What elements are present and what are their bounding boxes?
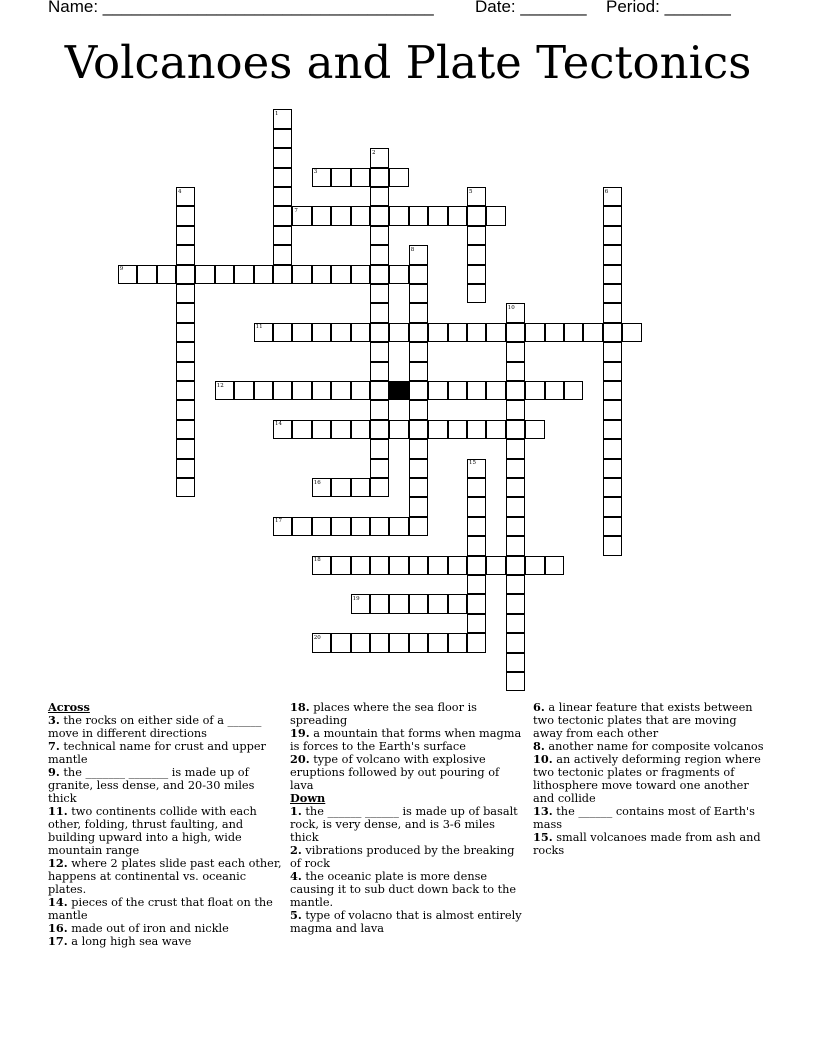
crossword-cell[interactable] [448, 556, 467, 575]
crossword-cell[interactable] [506, 536, 525, 555]
crossword-cell[interactable] [312, 206, 331, 225]
crossword-cell[interactable] [370, 187, 389, 206]
crossword-cell[interactable] [467, 556, 486, 575]
crossword-cell[interactable] [312, 265, 331, 284]
crossword-cell[interactable] [409, 594, 428, 613]
crossword-cell[interactable] [428, 594, 447, 613]
across-heading: Across [48, 700, 90, 714]
crossword-cell[interactable] [603, 245, 622, 264]
across-clue-14: 14. pieces of the crust that float on the mantle [48, 895, 273, 922]
crossword-cell[interactable] [603, 303, 622, 322]
crossword-cell[interactable] [603, 265, 622, 284]
crossword-cell[interactable] [351, 381, 370, 400]
crossword-cell[interactable] [273, 226, 292, 245]
crossword-cell[interactable] [176, 265, 195, 284]
crossword-cell[interactable] [254, 265, 273, 284]
crossword-cell[interactable] [273, 187, 292, 206]
crossword-cell[interactable] [370, 323, 389, 342]
clue-number-7: 7 [294, 207, 298, 214]
down-clue-13: 13. the ______ contains most of Earth's mass [533, 804, 755, 831]
across-clue-3: 3. the rocks on either side of a ______ move in different directions [48, 713, 262, 740]
crossword-cell[interactable] [370, 245, 389, 264]
crossword-cell[interactable] [292, 381, 311, 400]
crossword-cell[interactable] [273, 381, 292, 400]
crossword-cell[interactable] [292, 420, 311, 439]
crossword-cell[interactable] [545, 323, 564, 342]
crossword-cell[interactable] [409, 284, 428, 303]
crossword-cell[interactable] [564, 381, 583, 400]
crossword-cell[interactable] [467, 265, 486, 284]
crossword-cell[interactable] [603, 420, 622, 439]
down-clue-2: 2. vibrations produced by the breaking of rock [290, 843, 515, 870]
crossword-cell[interactable] [370, 284, 389, 303]
crossword-cell[interactable] [467, 633, 486, 652]
crossword-cell[interactable] [234, 265, 253, 284]
crossword-cell[interactable] [448, 594, 467, 613]
crossword-cell[interactable] [448, 323, 467, 342]
across-clue-19: 19. a mountain that forms when magma is forces to the Earth's surface [290, 726, 522, 753]
across-clue-7: 7. technical name for crust and upper mantle [48, 739, 266, 766]
crossword-cell[interactable] [273, 129, 292, 148]
crossword-cell[interactable] [506, 478, 525, 497]
crossword-cell[interactable] [215, 265, 234, 284]
down-clue-6: 6. a linear feature that exists between two tectonic plates that are moving away from each other [533, 700, 753, 740]
crossword-cell[interactable] [428, 556, 447, 575]
crossword-cell[interactable] [545, 556, 564, 575]
crossword-cell[interactable] [467, 594, 486, 613]
crossword-cell[interactable] [370, 265, 389, 284]
crossword-cell[interactable] [331, 265, 350, 284]
clue-number-16: 16 [313, 479, 321, 486]
crossword-cell[interactable] [448, 420, 467, 439]
crossword-cell[interactable] [273, 168, 292, 187]
crossword-cell[interactable] [603, 381, 622, 400]
clue-number-20: 20 [313, 634, 321, 641]
crossword-cell[interactable] [409, 303, 428, 322]
crossword-cell[interactable] [176, 245, 195, 264]
crossword-cell[interactable] [467, 420, 486, 439]
crossword-cell[interactable] [506, 459, 525, 478]
crossword-cell[interactable] [370, 556, 389, 575]
crossword-cell[interactable] [409, 459, 428, 478]
crossword-cell[interactable] [312, 517, 331, 536]
crossword-cell[interactable] [389, 556, 408, 575]
crossword-cell[interactable] [389, 168, 408, 187]
crossword-cell[interactable] [312, 420, 331, 439]
clues-column-3 [533, 701, 767, 857]
clue-number-15: 15 [469, 460, 476, 467]
crossword-cell[interactable] [389, 633, 408, 652]
crossword-cell[interactable] [370, 633, 389, 652]
crossword-cell[interactable] [351, 206, 370, 225]
crossword-cell[interactable] [603, 517, 622, 536]
crossword-cell[interactable] [409, 342, 428, 361]
down-clue-15: 15. small volcanoes made from ash and rocks [533, 830, 761, 857]
crossword-cell[interactable] [428, 381, 447, 400]
crossword-cell[interactable] [486, 420, 505, 439]
crossword-cell[interactable] [603, 206, 622, 225]
crossword-cell[interactable] [370, 206, 389, 225]
crossword-cell[interactable] [467, 226, 486, 245]
across-clue-16: 16. made out of iron and nickle [48, 921, 229, 935]
crossword-cell[interactable] [583, 323, 602, 342]
crossword-cell[interactable] [176, 478, 195, 497]
clues-column-2 [290, 701, 524, 935]
crossword-cell[interactable] [370, 420, 389, 439]
crossword-cell[interactable] [525, 323, 544, 342]
crossword-cell[interactable] [409, 206, 428, 225]
crossword-cell[interactable] [467, 206, 486, 225]
crossword-cell[interactable] [428, 420, 447, 439]
crossword-cell[interactable] [603, 439, 622, 458]
crossword-cell[interactable] [195, 265, 214, 284]
crossword-cell[interactable] [603, 323, 622, 342]
crossword-cell[interactable] [428, 206, 447, 225]
across-clue-17: 17. a long high sea wave [48, 934, 192, 948]
crossword-cell[interactable] [409, 362, 428, 381]
crossword-cell[interactable] [603, 536, 622, 555]
across-clue-20: 20. type of volcano with explosive eruptions followed by out pouring of lava [290, 752, 500, 792]
crossword-cell[interactable] [389, 206, 408, 225]
crossword-cell[interactable] [351, 517, 370, 536]
crossword-cell[interactable] [428, 633, 447, 652]
crossword-cell[interactable] [486, 556, 505, 575]
crossword-cell[interactable] [351, 168, 370, 187]
crossword-cell[interactable] [176, 439, 195, 458]
crossword-cell[interactable] [176, 381, 195, 400]
crossword-cell[interactable] [370, 226, 389, 245]
crossword-cell[interactable] [331, 478, 350, 497]
crossword-cell[interactable] [448, 206, 467, 225]
crossword-cell[interactable] [331, 168, 350, 187]
crossword-cell[interactable] [351, 265, 370, 284]
crossword-cell[interactable] [506, 342, 525, 361]
crossword-cell[interactable] [564, 323, 583, 342]
crossword-cell[interactable] [603, 478, 622, 497]
across-clue-18: 18. places where the sea floor is spreading [290, 700, 477, 727]
crossword-cell[interactable] [254, 381, 273, 400]
crossword-cell[interactable] [467, 323, 486, 342]
crossword-cell[interactable] [331, 633, 350, 652]
across-clue-11: 11. two continents collide with each other, folding, thrust faulting, and building upward into a high, wide mountain range [48, 804, 257, 857]
crossword-cell[interactable] [389, 265, 408, 284]
crossword-cell[interactable] [370, 400, 389, 419]
crossword-cell[interactable] [273, 265, 292, 284]
clue-number-4: 4 [178, 188, 182, 195]
crossword-cell[interactable] [525, 556, 544, 575]
clue-number-1: 1 [275, 110, 279, 117]
crossword-cell[interactable] [331, 206, 350, 225]
crossword-cell[interactable] [506, 556, 525, 575]
clue-number-18: 18 [313, 557, 321, 564]
crossword-cell[interactable] [409, 381, 428, 400]
period-field-label: Period: _______ [606, 0, 731, 16]
across-clue-12: 12. where 2 plates slide past each other, happens at continental vs. oceanic plates. [48, 856, 282, 896]
crossword-cell[interactable] [370, 381, 389, 400]
crossword-cell[interactable] [370, 342, 389, 361]
crossword-cell[interactable] [176, 323, 195, 342]
crossword-cell[interactable] [506, 362, 525, 381]
clue-number-2: 2 [372, 149, 376, 156]
crossword-cell[interactable] [603, 459, 622, 478]
clue-number-10: 10 [507, 304, 515, 311]
down-clue-5: 5. type of volacno that is almost entirely magma and lava [290, 908, 522, 935]
crossword-cell[interactable] [545, 381, 564, 400]
crossword-cell[interactable] [370, 362, 389, 381]
crossword-cell[interactable] [176, 284, 195, 303]
crossword-cell[interactable] [467, 536, 486, 555]
crossword-cell[interactable] [525, 420, 544, 439]
crossword-cell[interactable] [467, 575, 486, 594]
crossword-cell[interactable] [506, 614, 525, 633]
crossword-cell[interactable] [409, 265, 428, 284]
across-clue-9: 9. the _______ _______ is made up of granite, less dense, and 20-30 miles thick [48, 765, 255, 805]
down-clue-10: 10. an actively deforming region where two tectonic plates or fragments of lithosphere move toward one another and collide [533, 752, 761, 805]
crossword-cell[interactable] [467, 614, 486, 633]
down-clue-8: 8. another name for composite volcanos [533, 739, 764, 753]
crossword-cell[interactable] [409, 556, 428, 575]
crossword-cell[interactable] [273, 206, 292, 225]
crossword-cell[interactable] [409, 497, 428, 516]
crossword-cell[interactable] [273, 245, 292, 264]
crossword-cell[interactable] [137, 265, 156, 284]
crossword-cell[interactable] [370, 303, 389, 322]
crossword-cell[interactable] [351, 420, 370, 439]
crossword-cell[interactable] [506, 672, 525, 691]
crossword-cell[interactable] [389, 323, 408, 342]
down-clue-4: 4. the oceanic plate is more dense causing it to sub duct down back to the mantle. [290, 869, 517, 909]
crossword-cell[interactable] [486, 206, 505, 225]
crossword-cell[interactable] [176, 459, 195, 478]
crossword-cell[interactable] [331, 323, 350, 342]
clue-number-9: 9 [119, 266, 124, 273]
clue-number-12: 12 [216, 382, 224, 389]
clues-column-1 [48, 701, 282, 948]
crossword-cell[interactable] [370, 439, 389, 458]
crossword-cell[interactable] [157, 265, 176, 284]
clue-number-3: 3 [313, 169, 318, 176]
crossword-cell[interactable] [351, 478, 370, 497]
crossword-cell[interactable] [506, 575, 525, 594]
crossword-cell[interactable] [603, 284, 622, 303]
crossword-cell[interactable] [176, 226, 195, 245]
crossword-cell[interactable] [312, 381, 331, 400]
crossword-cell[interactable] [409, 517, 428, 536]
down-heading: Down [290, 791, 326, 805]
clue-number-8: 8 [410, 246, 415, 253]
crossword-cell[interactable] [506, 323, 525, 342]
crossword-cell[interactable] [603, 497, 622, 516]
crossword-cell[interactable] [428, 323, 447, 342]
crossword-cell[interactable] [176, 206, 195, 225]
clue-number-11: 11 [255, 324, 263, 331]
crossword-cell[interactable] [409, 633, 428, 652]
crossword-cell[interactable] [370, 168, 389, 187]
clue-number-5: 5 [469, 188, 473, 195]
crossword-cell[interactable] [467, 284, 486, 303]
crossword-cell[interactable] [506, 633, 525, 652]
crossword-cell[interactable] [506, 400, 525, 419]
clue-number-19: 19 [352, 595, 360, 602]
crossword-cell[interactable] [370, 459, 389, 478]
down-clue-1: 1. the ______ ______ is made up of basalt rock, is very dense, and is 3-6 miles thick [290, 804, 518, 844]
crossword-cell[interactable] [351, 633, 370, 652]
crossword-cell[interactable] [176, 420, 195, 439]
crossword-cell[interactable] [409, 400, 428, 419]
clue-number-17: 17 [275, 518, 282, 525]
crossword-cell[interactable] [603, 226, 622, 245]
crossword-cell[interactable] [351, 323, 370, 342]
crossword-cell[interactable] [525, 381, 544, 400]
crossword-cell[interactable] [506, 439, 525, 458]
crossword-cell[interactable] [603, 400, 622, 419]
crossword-cell[interactable] [273, 148, 292, 167]
crossword-cell[interactable] [331, 556, 350, 575]
crossword-cell[interactable] [506, 653, 525, 672]
crossword-cell[interactable] [467, 497, 486, 516]
page-title: Volcanoes and Plate Tectonics [64, 36, 752, 89]
crossword-cell[interactable] [622, 323, 641, 342]
crossword-cell[interactable] [331, 517, 350, 536]
crossword-cell[interactable] [370, 594, 389, 613]
clue-number-6: 6 [604, 188, 609, 195]
crossword-cell[interactable] [292, 323, 311, 342]
crossword-cell[interactable] [486, 381, 505, 400]
crossword-cell[interactable] [234, 381, 253, 400]
crossword-cell[interactable] [467, 478, 486, 497]
crossword-cell[interactable] [389, 420, 408, 439]
crossword-cell[interactable] [603, 342, 622, 361]
crossword-cell[interactable] [506, 420, 525, 439]
crossword-cell[interactable] [389, 517, 408, 536]
crossword-cell[interactable] [506, 517, 525, 536]
crossword-cell[interactable] [292, 265, 311, 284]
crossword-cell[interactable] [409, 439, 428, 458]
crossword-cell[interactable] [467, 245, 486, 264]
crossword-cell[interactable] [409, 478, 428, 497]
crossword-cell[interactable] [467, 381, 486, 400]
crossword-cell[interactable] [506, 381, 525, 400]
crossword-cell[interactable] [331, 420, 350, 439]
crossword-cell[interactable] [389, 594, 408, 613]
crossword-cell[interactable] [409, 323, 428, 342]
crossword-cell[interactable] [506, 594, 525, 613]
date-field-label: Date: _______ [475, 0, 587, 16]
crossword-cell[interactable] [467, 517, 486, 536]
crossword-cell[interactable] [409, 420, 428, 439]
crossword-cell[interactable] [370, 517, 389, 536]
crossword-cell[interactable] [603, 362, 622, 381]
crossword-cell[interactable] [351, 556, 370, 575]
crossword-cell[interactable] [176, 342, 195, 361]
crossword-cell[interactable] [486, 323, 505, 342]
crossword-cell[interactable] [312, 323, 331, 342]
crossword-cell[interactable] [448, 633, 467, 652]
crossword-shaded-cell [389, 381, 408, 400]
crossword-cell[interactable] [331, 381, 350, 400]
crossword-cell[interactable] [370, 478, 389, 497]
crossword-cell[interactable] [292, 517, 311, 536]
crossword-cell[interactable] [448, 381, 467, 400]
crossword-cell[interactable] [273, 323, 292, 342]
crossword-cell[interactable] [176, 362, 195, 381]
name-field-label: Name: ___________________________________ [48, 0, 434, 16]
clue-number-14: 14 [275, 421, 282, 428]
crossword-cell[interactable] [176, 303, 195, 322]
crossword-cell[interactable] [506, 497, 525, 516]
crossword-cell[interactable] [176, 400, 195, 419]
